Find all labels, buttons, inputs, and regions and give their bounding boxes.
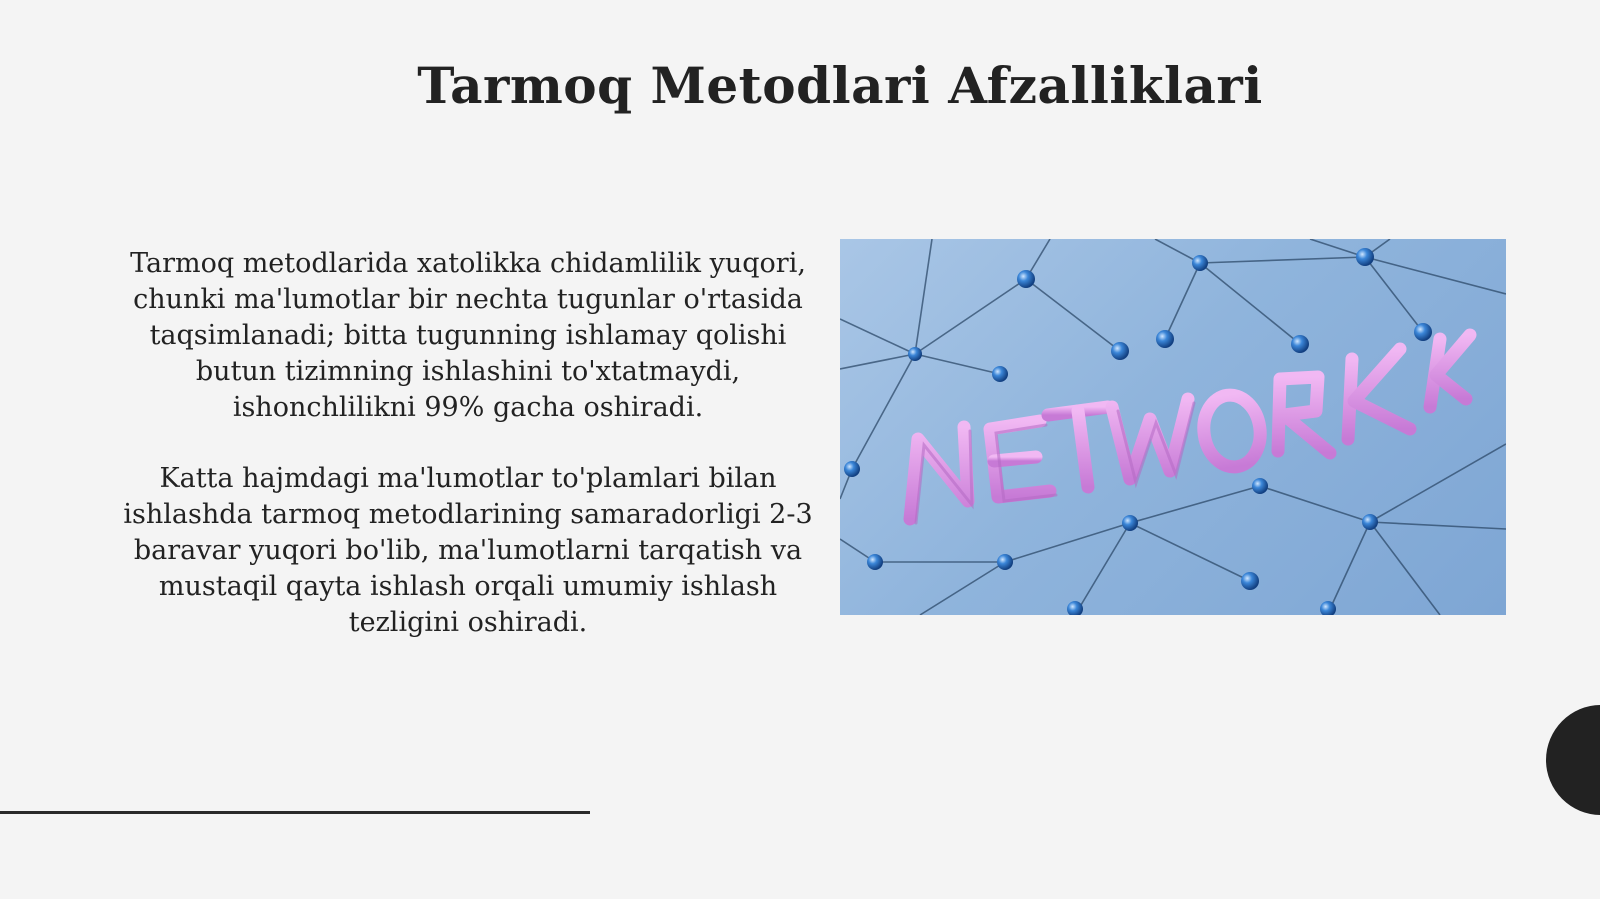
network-nodes-illustration: [840, 239, 1506, 615]
network-image: [840, 239, 1506, 615]
decorative-rule: [0, 811, 590, 814]
paragraph-efficiency: Katta hajmdagi ma'lumotlar to'plamlari bilan ishlashda tarmoq metodlarining samaradorligi 2-3 baravar yuqori bo'lib, ma'lumotlarni tarqatish va mustaqil qayta ishlash orqali umumiy ishlash tezligini oshiradi.: [123, 463, 813, 638]
slide-title: Tarmoq Metodlari Afzalliklari: [417, 56, 1263, 115]
paragraph-fault-tolerance: Tarmoq metodlarida xatolikka chidamlilik yuqori, chunki ma'lumotlar bir nechta tugunlar o'rtasida taqsimlanadi; bitta tugunning ishlamay qolishi butun tizimning ishlashini to'xtatmaydi, ishonchlilikni 99% gacha oshiradi.: [130, 248, 806, 423]
decorative-half-circle: [1546, 705, 1600, 815]
